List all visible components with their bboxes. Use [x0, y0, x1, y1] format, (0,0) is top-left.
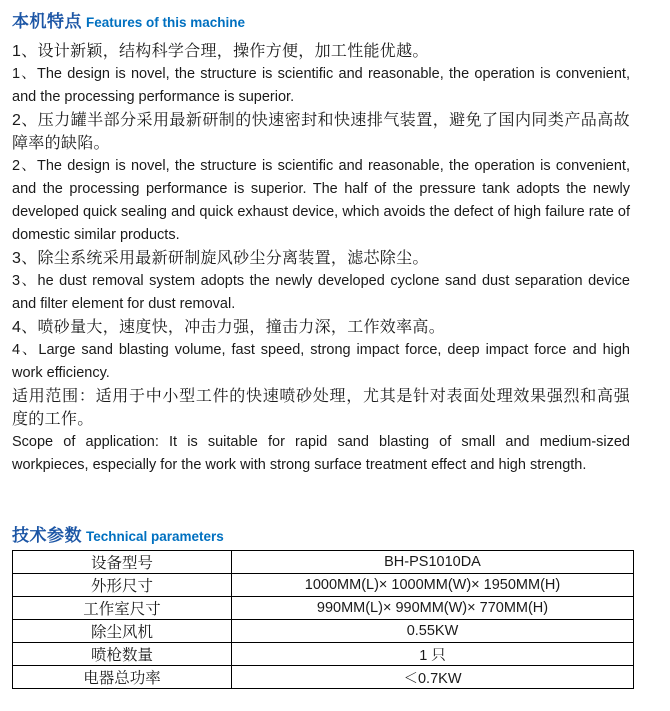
parameters-heading — [12, 524, 630, 547]
param-label: 喷枪数量 — [13, 643, 232, 666]
param-label: 外形尺寸 — [13, 574, 232, 597]
feature-4-en: 4、Large sand blasting volume, fast speed, strong impact force, deep impact force and high work efficiency. — [12, 342, 630, 381]
param-value: 0.55KW — [232, 620, 634, 643]
parameters-heading-cn: 技术参数 — [12, 526, 82, 545]
features-heading-cn: 本机特点 — [12, 12, 82, 31]
feature-3-cn: 3、除尘系统采用最新研制旋风砂尘分离装置，滤芯除尘。 — [12, 250, 429, 267]
table-row-gun-count — [13, 643, 634, 666]
feature-3-en: 3、he dust removal system adopts the newly developed cyclone sand dust separation device and filter element for dust removal. — [12, 273, 630, 312]
feature-4-cn: 4、喷砂量大，速度快，冲击力强，撞击力深，工作效率高。 — [12, 319, 445, 336]
parameters-heading-en: Technical parameters — [86, 529, 224, 544]
features-heading — [12, 6, 630, 33]
table-row-total-power — [13, 666, 634, 689]
scope-of-application-cn: 适用范围：适用于中小型工件的快速喷砂处理，尤其是针对表面处理效果强烈和高强度的工作。 — [12, 388, 630, 428]
param-value: BH-PS1010DA — [232, 551, 634, 574]
feature-2-en: 2、The design is novel, the structure is scientific and reasonable, the operation is convenient, and the processing performance is superior. The half of the pressure tank adopts the newly developed quick sealing and quick exhaust device, which avoids the defect of high failure rate of domestic similar products. — [12, 158, 630, 243]
param-value: 1 只 — [232, 643, 634, 666]
param-label: 设备型号 — [13, 551, 232, 574]
param-value: ＜0.7KW — [232, 666, 634, 689]
feature-1-en: 1、The design is novel, the structure is scientific and reasonable, the operation is convenient, and the processing performance is superior. — [12, 66, 630, 105]
technical-parameters-section — [12, 524, 630, 689]
param-value: 990MM(L)× 990MM(W)× 770MM(H) — [232, 597, 634, 620]
param-label: 电器总功率 — [13, 666, 232, 689]
table-row-overall-size — [13, 574, 634, 597]
feature-2-cn: 2、压力罐半部分采用最新研制的快速密封和快速排气装置，避免了国内同类产品高故障率的缺陷。 — [12, 112, 630, 152]
param-label: 除尘风机 — [13, 620, 232, 643]
param-label: 工作室尺寸 — [13, 597, 232, 620]
table-row-model — [13, 551, 634, 574]
features-section — [12, 6, 630, 477]
param-value: 1000MM(L)× 1000MM(W)× 1950MM(H) — [232, 574, 634, 597]
features-heading-en: Features of this machine — [86, 15, 246, 30]
table-row-chamber-size — [13, 597, 634, 620]
feature-1-cn: 1、设计新颖，结构科学合理，操作方便，加工性能优越。 — [12, 43, 429, 60]
scope-of-application-en: Scope of application: It is suitable for rapid sand blasting of small and medium-sized workpieces, especially for the work with strong surface treatment effect and high strength. — [12, 434, 630, 473]
parameters-table — [12, 550, 634, 689]
table-row-dust-fan — [13, 620, 634, 643]
